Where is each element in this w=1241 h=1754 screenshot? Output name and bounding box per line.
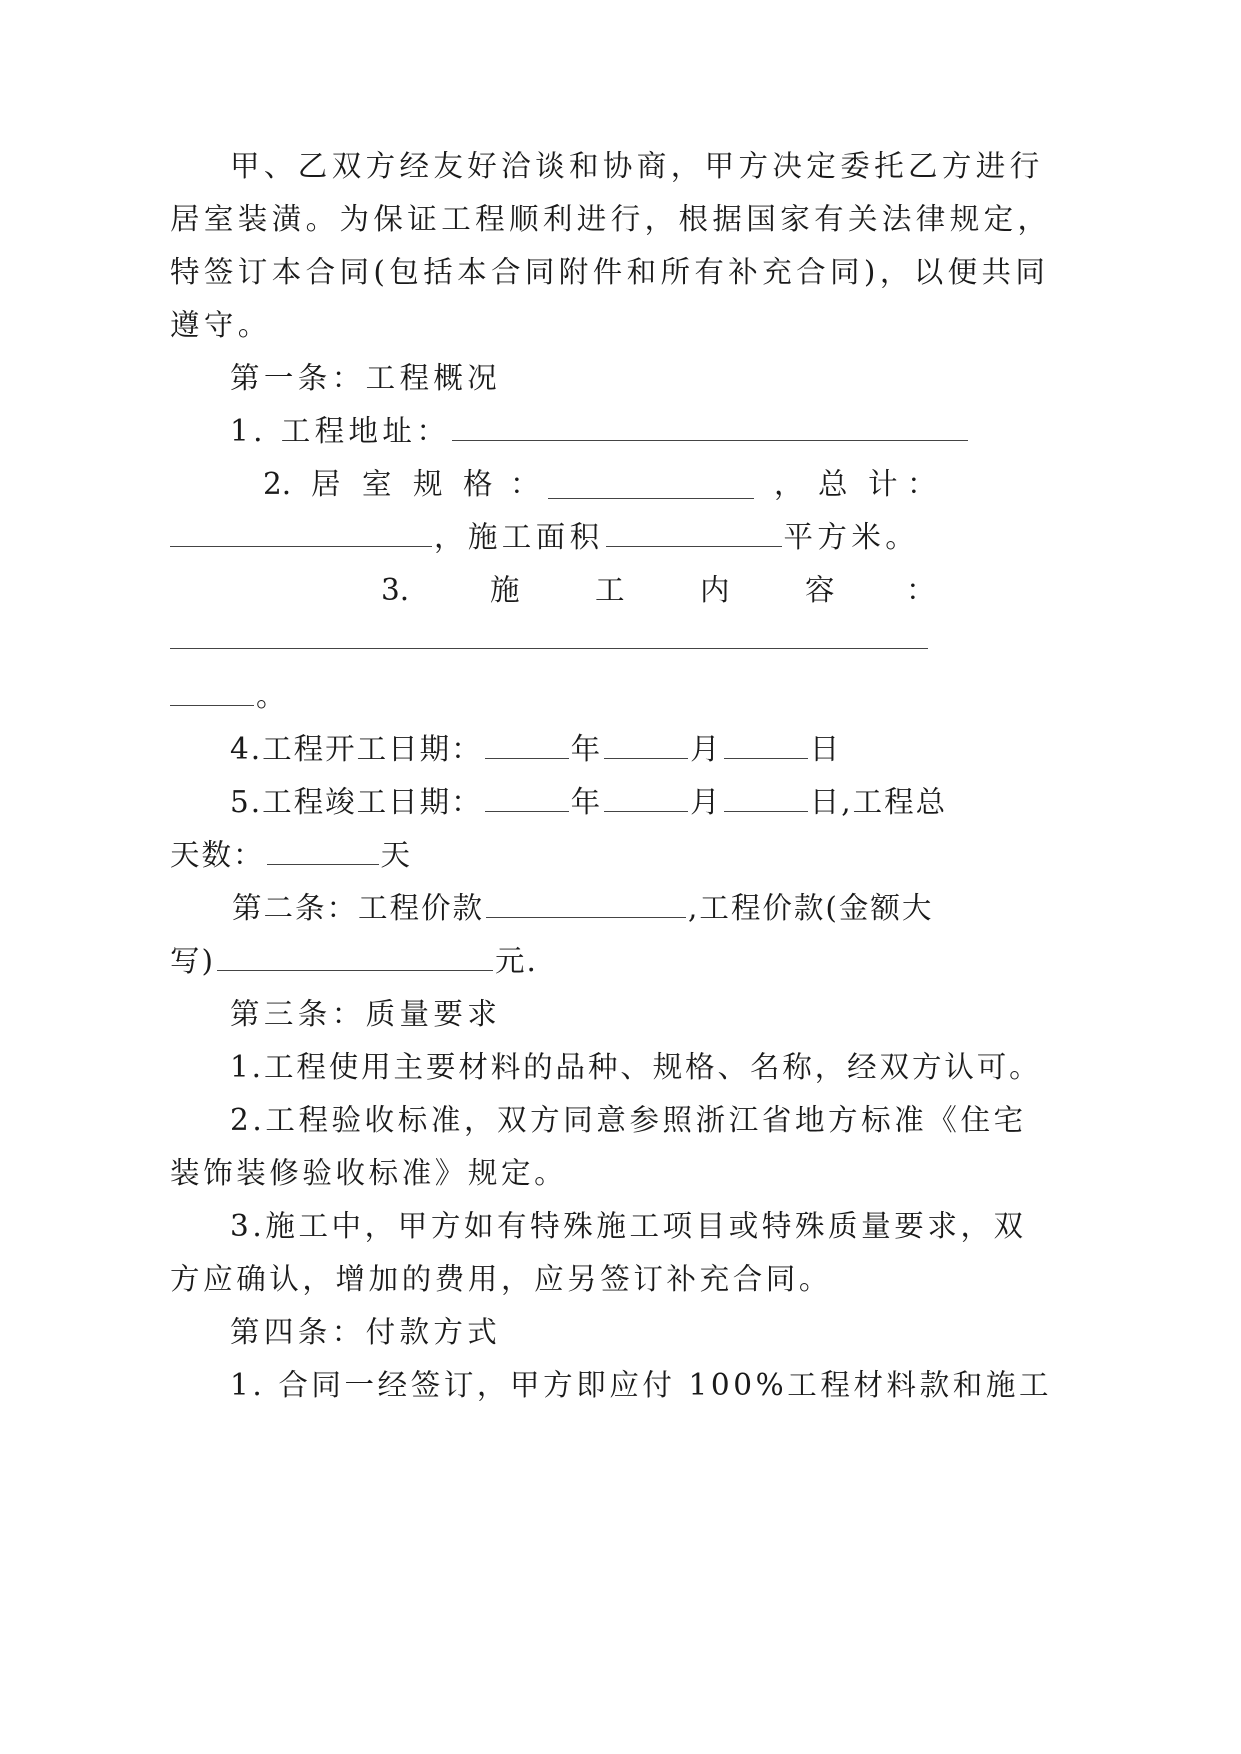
- intro-line-2: 居室装潢。为保证工程顺利进行，根据国家有关法律规定，: [170, 202, 1052, 236]
- end-year-label: 年: [570, 785, 603, 819]
- spec-blank: [548, 470, 754, 499]
- item-4-start-date: [230, 729, 841, 769]
- article-2-line-2: [170, 941, 538, 981]
- article-4-item-1: 1. 合同一经签订，甲方即应付 100%工程材料款和施工: [230, 1368, 1053, 1402]
- item-5-total-days: [170, 835, 412, 875]
- content-blank-line: [170, 648, 928, 649]
- start-year-label: 年: [570, 732, 603, 766]
- item-2-area: [170, 517, 919, 557]
- item-3-content: [381, 570, 936, 610]
- content-c3: 内: [700, 573, 730, 607]
- spec-num: 2.: [263, 467, 292, 501]
- content-c4: 容: [805, 573, 835, 607]
- item-5-end-date: [230, 782, 947, 822]
- content-end-mark: 。: [256, 679, 290, 713]
- price-words-label: ,工程价款(金额大: [688, 891, 934, 925]
- area-unit: 平方米。: [783, 520, 920, 554]
- spec-total-1: 总: [818, 467, 848, 501]
- price-label: 第二条：工程价款: [232, 891, 485, 925]
- content-c2: 工: [595, 573, 625, 607]
- start-month-blank: [604, 730, 688, 759]
- article-3-item-2-line-1: 2.工程验收标准，双方同意参照浙江省地方标准《住宅: [230, 1103, 1027, 1137]
- item-2-room-spec: [263, 464, 937, 504]
- intro-line-3: 特签订本合同(包括本合同附件和所有补充合同)，以便共同: [170, 255, 1050, 289]
- price-words-blank: [217, 942, 493, 971]
- spec-colon: ：: [510, 467, 540, 501]
- area-label: ，施工面积: [434, 520, 604, 554]
- article-2-line-1: [232, 888, 933, 928]
- area-blank: [606, 518, 782, 547]
- end-day-tail: 日,工程总: [809, 785, 948, 819]
- price-blank: [486, 889, 686, 918]
- total-days-label: 天数：: [170, 838, 265, 872]
- total-days-unit: 天: [380, 838, 413, 872]
- end-month-label: 月: [690, 785, 722, 819]
- article-3-item-3-line-1: 3.施工中，甲方如有特殊施工项目或特殊质量要求，双: [230, 1209, 1027, 1243]
- content-blank-2: [170, 677, 254, 706]
- intro-line-1: 甲、乙双方经友好洽谈和协商，甲方决定委托乙方进行: [230, 149, 1044, 183]
- price-unit: 元.: [495, 944, 538, 978]
- intro-line-4: 遵守。: [170, 308, 272, 342]
- start-date-label: 4.工程开工日期：: [230, 732, 483, 766]
- content-num: 3.: [381, 573, 410, 607]
- end-day-blank: [724, 783, 808, 812]
- price-words-cont: 写): [170, 944, 216, 978]
- address-label: 1. 工程地址：: [230, 414, 451, 448]
- spec-comma: ，: [774, 467, 804, 501]
- spec-c1: 居: [311, 467, 341, 501]
- start-day-label: 日: [809, 732, 842, 766]
- content-blank-end: [170, 676, 290, 716]
- article-3-item-1: 1.工程使用主要材料的品种、规格、名称，经双方认可。: [230, 1050, 1042, 1084]
- content-colon: ：: [906, 573, 936, 607]
- end-date-label: 5.工程竣工日期：: [230, 785, 483, 819]
- start-year-blank: [485, 730, 569, 759]
- end-month-blank: [604, 783, 688, 812]
- article-1-heading: 第一条：工程概况: [230, 361, 502, 395]
- address-blank: [452, 412, 968, 441]
- spec-total-2: 计: [868, 467, 898, 501]
- start-month-label: 月: [690, 732, 722, 766]
- start-day-blank: [724, 730, 808, 759]
- spec-c4: 格: [463, 467, 493, 501]
- spec-c3: 规: [413, 467, 443, 501]
- spec-c2: 室: [362, 467, 392, 501]
- spec-total-colon: ：: [907, 467, 937, 501]
- item-1-address: [230, 411, 942, 451]
- article-3-item-2-line-2: 装饰装修验收标准》规定。: [170, 1156, 568, 1190]
- article-4-heading: 第四条：付款方式: [230, 1315, 502, 1349]
- end-year-blank: [485, 783, 569, 812]
- total-days-blank: [267, 836, 379, 865]
- content-c1: 施: [490, 573, 520, 607]
- article-3-heading: 第三条：质量要求: [230, 997, 502, 1031]
- article-3-item-3-line-2: 方应确认，增加的费用，应另签订补充合同。: [170, 1262, 833, 1296]
- room-spec-row: [263, 464, 937, 504]
- total-blank: [170, 518, 432, 547]
